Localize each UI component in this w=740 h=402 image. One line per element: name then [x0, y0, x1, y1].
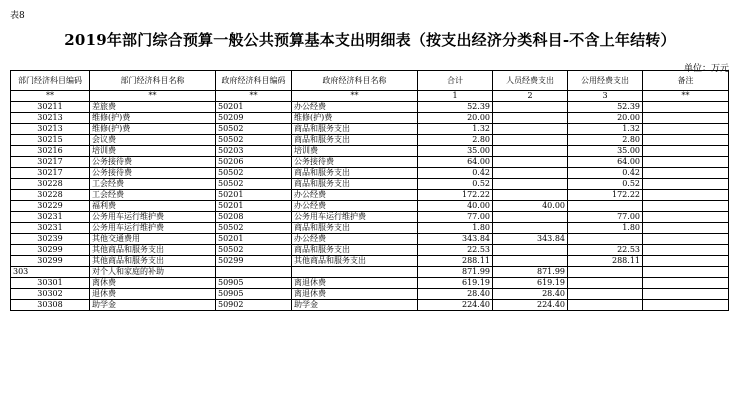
index-cell: 3: [568, 91, 643, 102]
gov-code-cell: 50502: [216, 135, 292, 146]
public-cell: 1.80: [568, 223, 643, 234]
gov-code-cell: 50502: [216, 245, 292, 256]
total-cell: 0.42: [418, 168, 493, 179]
total-cell: 0.52: [418, 179, 493, 190]
gov-code-cell: 50502: [216, 168, 292, 179]
dept-name-cell: 离休费: [90, 278, 216, 289]
total-cell: 2.80: [418, 135, 493, 146]
table-number-label: 表8: [10, 11, 25, 21]
total-cell: 288.11: [418, 256, 493, 267]
note-cell: [643, 113, 729, 124]
dept-name-cell: 差旅费: [90, 102, 216, 113]
gov-name-cell: 商品和服务支出: [292, 179, 418, 190]
dept-code-cell: 303: [11, 267, 90, 278]
col-header-total: 合计: [418, 71, 493, 91]
note-cell: [643, 146, 729, 157]
table-row: [11, 201, 729, 212]
table-row: [11, 267, 729, 278]
total-cell: 1.80: [418, 223, 493, 234]
table-row: [11, 124, 729, 135]
dept-code-cell: 30211: [11, 102, 90, 113]
gov-code-cell: 50902: [216, 300, 292, 311]
gov-code-cell: 50201: [216, 234, 292, 245]
total-cell: 35.00: [418, 146, 493, 157]
index-row: [11, 91, 729, 102]
gov-name-cell: 商品和服务支出: [292, 223, 418, 234]
total-cell: 172.22: [418, 190, 493, 201]
note-cell: [643, 234, 729, 245]
public-cell: 77.00: [568, 212, 643, 223]
public-cell: [568, 278, 643, 289]
note-cell: [643, 212, 729, 223]
dept-name-cell: 公务用车运行维护费: [90, 212, 216, 223]
public-cell: 0.52: [568, 179, 643, 190]
dept-code-cell: 30228: [11, 190, 90, 201]
gov-name-cell: 助学金: [292, 300, 418, 311]
personnel-cell: [493, 212, 568, 223]
gov-code-cell: 50201: [216, 190, 292, 201]
personnel-cell: 40.00: [493, 201, 568, 212]
dept-code-cell: 30215: [11, 135, 90, 146]
public-cell: [568, 234, 643, 245]
gov-name-cell: 其他商品和服务支出: [292, 256, 418, 267]
table-row: [11, 300, 729, 311]
gov-code-cell: 50201: [216, 201, 292, 212]
dept-name-cell: 公务接待费: [90, 157, 216, 168]
public-cell: 172.22: [568, 190, 643, 201]
dept-code-cell: 30239: [11, 234, 90, 245]
gov-name-cell: 商品和服务支出: [292, 135, 418, 146]
dept-code-cell: 30216: [11, 146, 90, 157]
personnel-cell: [493, 135, 568, 146]
note-cell: [643, 223, 729, 234]
public-cell: [568, 289, 643, 300]
total-cell: 40.00: [418, 201, 493, 212]
total-cell: 22.53: [418, 245, 493, 256]
gov-name-cell: 办公经费: [292, 201, 418, 212]
gov-name-cell: 维修(护)费: [292, 113, 418, 124]
total-cell: 1.32: [418, 124, 493, 135]
gov-code-cell: 50502: [216, 223, 292, 234]
gov-name-cell: [292, 267, 418, 278]
unit-label: 单位：万元: [683, 64, 729, 74]
public-cell: 52.39: [568, 102, 643, 113]
note-cell: [643, 256, 729, 267]
gov-name-cell: 办公经费: [292, 190, 418, 201]
gov-code-cell: 50208: [216, 212, 292, 223]
index-cell: **: [90, 91, 216, 102]
col-header-note: 备注: [643, 71, 729, 91]
gov-name-cell: 商品和服务支出: [292, 245, 418, 256]
personnel-cell: 871.99: [493, 267, 568, 278]
table-row: [11, 212, 729, 223]
total-cell: 28.40: [418, 289, 493, 300]
total-cell: 52.39: [418, 102, 493, 113]
table-row: [11, 157, 729, 168]
note-cell: [643, 267, 729, 278]
col-header-gov-name: 政府经济科目名称: [292, 71, 418, 91]
gov-name-cell: 离退休费: [292, 289, 418, 300]
personnel-cell: [493, 168, 568, 179]
personnel-cell: [493, 190, 568, 201]
dept-code-cell: 30308: [11, 300, 90, 311]
personnel-cell: [493, 146, 568, 157]
dept-name-cell: 公务接待费: [90, 168, 216, 179]
note-cell: [643, 157, 729, 168]
total-cell: 224.40: [418, 300, 493, 311]
dept-name-cell: 维修(护)费: [90, 113, 216, 124]
public-cell: 64.00: [568, 157, 643, 168]
gov-code-cell: 50203: [216, 146, 292, 157]
public-cell: [568, 201, 643, 212]
dept-name-cell: 工会经费: [90, 190, 216, 201]
public-cell: [568, 267, 643, 278]
gov-code-cell: 50502: [216, 179, 292, 190]
public-cell: 35.00: [568, 146, 643, 157]
dept-code-cell: 30299: [11, 256, 90, 267]
col-header-personnel: 人员经费支出: [493, 71, 568, 91]
dept-code-cell: 30301: [11, 278, 90, 289]
gov-code-cell: 50502: [216, 124, 292, 135]
dept-code-cell: 30302: [11, 289, 90, 300]
gov-code-cell: 50209: [216, 113, 292, 124]
dept-name-cell: 工会经费: [90, 179, 216, 190]
public-cell: 22.53: [568, 245, 643, 256]
index-cell: 1: [418, 91, 493, 102]
table-row: [11, 179, 729, 190]
note-cell: [643, 168, 729, 179]
note-cell: [643, 135, 729, 146]
personnel-cell: [493, 256, 568, 267]
col-header-dept-code: 部门经济科目编码: [11, 71, 90, 91]
gov-name-cell: 公务用车运行维护费: [292, 212, 418, 223]
total-cell: 64.00: [418, 157, 493, 168]
gov-name-cell: 办公经费: [292, 234, 418, 245]
personnel-cell: [493, 113, 568, 124]
note-cell: [643, 124, 729, 135]
gov-code-cell: [216, 267, 292, 278]
index-cell: **: [292, 91, 418, 102]
dept-code-cell: 30231: [11, 212, 90, 223]
dept-name-cell: 对个人和家庭的补助: [90, 267, 216, 278]
gov-name-cell: 公务接待费: [292, 157, 418, 168]
note-cell: [643, 289, 729, 300]
personnel-cell: [493, 102, 568, 113]
header-row: [11, 71, 729, 91]
public-cell: 0.42: [568, 168, 643, 179]
index-cell: **: [643, 91, 729, 102]
gov-code-cell: 50905: [216, 289, 292, 300]
dept-name-cell: 其他交通费用: [90, 234, 216, 245]
total-cell: 619.19: [418, 278, 493, 289]
col-header-gov-code: 政府经济科目编码: [216, 71, 292, 91]
table-row: [11, 146, 729, 157]
dept-code-cell: 30217: [11, 157, 90, 168]
gov-name-cell: 培训费: [292, 146, 418, 157]
page-title: 2019年部门综合预算一般公共预算基本支出明细表（按支出经济分类科目-不含上年结转）: [64, 31, 676, 49]
dept-code-cell: 30231: [11, 223, 90, 234]
gov-code-cell: 50299: [216, 256, 292, 267]
dept-code-cell: 30228: [11, 179, 90, 190]
personnel-cell: [493, 223, 568, 234]
table-row: [11, 135, 729, 146]
gov-name-cell: 商品和服务支出: [292, 168, 418, 179]
table-row: [11, 168, 729, 179]
gov-code-cell: 50206: [216, 157, 292, 168]
table-row: [11, 102, 729, 113]
note-cell: [643, 102, 729, 113]
table-row: [11, 190, 729, 201]
note-cell: [643, 278, 729, 289]
public-cell: 20.00: [568, 113, 643, 124]
public-cell: 1.32: [568, 124, 643, 135]
total-cell: 871.99: [418, 267, 493, 278]
dept-code-cell: 30229: [11, 201, 90, 212]
dept-code-cell: 30217: [11, 168, 90, 179]
table-row: [11, 278, 729, 289]
note-cell: [643, 190, 729, 201]
expenditure-detail-table: [10, 70, 729, 311]
table-row: [11, 113, 729, 124]
table-row: [11, 289, 729, 300]
public-cell: 2.80: [568, 135, 643, 146]
dept-code-cell: 30213: [11, 113, 90, 124]
col-header-public: 公用经费支出: [568, 71, 643, 91]
index-cell: 2: [493, 91, 568, 102]
gov-name-cell: 办公经费: [292, 102, 418, 113]
personnel-cell: [493, 157, 568, 168]
note-cell: [643, 201, 729, 212]
total-cell: 343.84: [418, 234, 493, 245]
gov-name-cell: 离退休费: [292, 278, 418, 289]
gov-name-cell: 商品和服务支出: [292, 124, 418, 135]
personnel-cell: 619.19: [493, 278, 568, 289]
personnel-cell: 224.40: [493, 300, 568, 311]
table-row: [11, 245, 729, 256]
col-header-dept-name: 部门经济科目名称: [90, 71, 216, 91]
personnel-cell: 343.84: [493, 234, 568, 245]
total-cell: 20.00: [418, 113, 493, 124]
personnel-cell: [493, 179, 568, 190]
personnel-cell: [493, 124, 568, 135]
note-cell: [643, 179, 729, 190]
dept-code-cell: 30299: [11, 245, 90, 256]
public-cell: 288.11: [568, 256, 643, 267]
dept-name-cell: 其他商品和服务支出: [90, 245, 216, 256]
dept-name-cell: 退休费: [90, 289, 216, 300]
table-row: [11, 234, 729, 245]
dept-name-cell: 福利费: [90, 201, 216, 212]
dept-name-cell: 维修(护)费: [90, 124, 216, 135]
personnel-cell: [493, 245, 568, 256]
total-cell: 77.00: [418, 212, 493, 223]
table-row: [11, 223, 729, 234]
dept-name-cell: 会议费: [90, 135, 216, 146]
note-cell: [643, 245, 729, 256]
public-cell: [568, 300, 643, 311]
dept-code-cell: 30213: [11, 124, 90, 135]
gov-code-cell: 50905: [216, 278, 292, 289]
index-cell: **: [11, 91, 90, 102]
gov-code-cell: 50201: [216, 102, 292, 113]
dept-name-cell: 公务用车运行维护费: [90, 223, 216, 234]
dept-name-cell: 培训费: [90, 146, 216, 157]
index-cell: **: [216, 91, 292, 102]
personnel-cell: 28.40: [493, 289, 568, 300]
dept-name-cell: 助学金: [90, 300, 216, 311]
note-cell: [643, 300, 729, 311]
table-row: [11, 256, 729, 267]
dept-name-cell: 其他商品和服务支出: [90, 256, 216, 267]
